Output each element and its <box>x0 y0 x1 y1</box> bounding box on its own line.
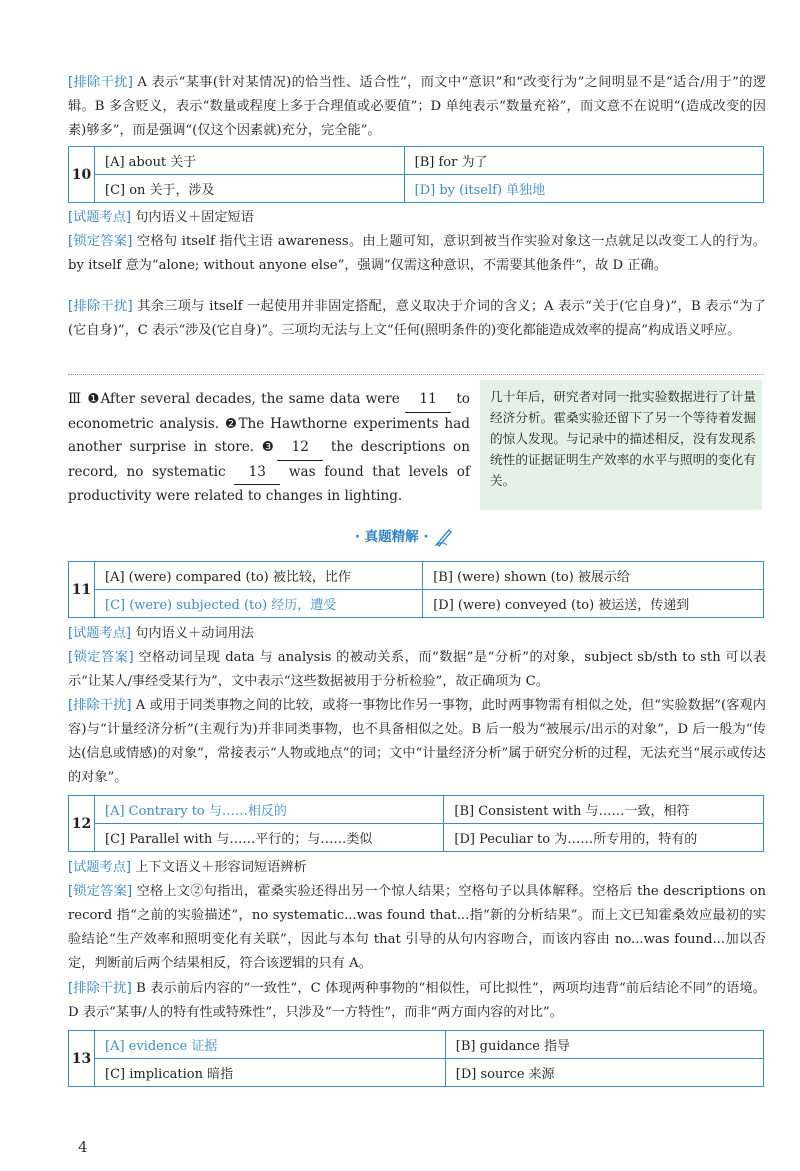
question-12-options <box>68 795 764 852</box>
tag-exclusion: [排除干扰] <box>68 698 132 713</box>
q12-exclusion <box>68 977 766 1025</box>
exclusion-text: A 表示“某事(针对某情况)的恰当性、适合性”，而文中“意识”和“改变行为”之间明显不是“适合/用于”的逻辑。B 多含贬义，表示“数量或程度上多于合理值或必要值”；D 单纯表示“数量充裕”，而文意不在说明“(造成改变的因素)够多”，而是强调“(仅这个因素就)充分，完全能”。 <box>68 75 766 138</box>
q12-point <box>68 856 766 880</box>
exclusion-text: A 或用于同类事物之间的比较，或将一事物比作另一事物，此时两事物需有相似之处，但“实验数据”(客观内容)与“计量经济分析”(主观行为)并非同类事物，也不具备相似之处。B 后一般为“被展示/出示的对象”，D 后一般为“传达(信息或情感)的对象”，常接表示“人物或地点”的词；文中“计量经济分析”属于研究分析的过程，无法充当“展示或传达的对象”。 <box>68 698 766 785</box>
point-text: 上下文语义＋形容词短语辨析 <box>131 860 307 875</box>
option-b[interactable]: [B] Consistent with 与……一致，相符 <box>444 796 764 824</box>
answer-text: 空格上文②句指出，霍桑实验还得出另一个惊人结果；空格句子以具体解释。空格后 the descriptions on record 指“之前的实验描述”，no systematic...was found that...指“新的分析结果”。而上文已知霍桑效应最初的实验结论“生产效率和照明变化有关联”，因此与本句 that 引导的从句内容吻合，而该内容由 no...was found...加以否定，判断前后两个结果相反，符合该逻辑的只有 A。 <box>68 884 767 971</box>
q10-point <box>68 206 766 230</box>
section-banner <box>330 524 480 550</box>
q11-exclusion <box>68 694 766 790</box>
pen-icon <box>433 526 455 548</box>
question-11-options <box>68 561 764 618</box>
paragraph-exclusion-top <box>68 71 766 143</box>
point-text: 句内语义＋固定短语 <box>131 210 254 225</box>
question-number: 12 <box>69 796 95 852</box>
tag-point: [试题考点] <box>68 860 132 875</box>
option-a[interactable]: [A] about 关于 <box>95 147 405 175</box>
question-13-options <box>68 1030 764 1087</box>
option-c-answer[interactable]: [C] (were) subjected (to) 经历，遭受 <box>95 590 423 618</box>
answer-text: 空格句 itself 指代主语 awareness。由上题可知，意识到被当作实验对象这一点就足以改变工人的行为。by itself 意为“alone; without anyone else”，强调“仅需这种意识，不需要其他条件”，故 D 正确。 <box>68 234 766 273</box>
sentence-mark-3: ❸ <box>261 439 278 455</box>
page-number: 4 <box>78 1138 88 1156</box>
blank-11: 11 <box>405 388 451 413</box>
sentence-3b: was found that levels of productivity were related to changes in lighting. <box>68 463 470 504</box>
translation-box: 几十年后，研究者对同一批实验数据进行了计量经济分析。霍桑实验还留下了另一个等待着发掘的惊人发现。与记录中的描述相反，没有发现系统性的证据证明生产效率的水平与照明的变化有关。 <box>480 380 762 510</box>
q11-answer <box>68 646 766 694</box>
option-c[interactable]: [C] implication 暗指 <box>95 1059 446 1087</box>
option-b[interactable]: [B] (were) shown (to) 被展示给 <box>423 562 764 590</box>
option-a-answer[interactable]: [A] evidence 证据 <box>95 1031 446 1059</box>
option-d[interactable]: [D] Peculiar to 为……所专用的，特有的 <box>444 824 764 852</box>
tag-exclusion: [排除干扰] <box>68 299 133 314</box>
question-number: 13 <box>69 1031 95 1087</box>
section-divider <box>68 374 764 375</box>
tag-exclusion: [排除干扰] <box>68 75 133 90</box>
sentence-mark-2: ❷ <box>224 415 239 432</box>
sentence-1b: to econometric analysis. <box>68 391 470 432</box>
tag-answer: [锁定答案] <box>68 234 133 249</box>
tag-point: [试题考点] <box>68 626 132 641</box>
q10-exclusion <box>68 295 766 343</box>
question-number: 10 <box>69 147 95 203</box>
option-b[interactable]: [B] for 为了 <box>404 147 763 175</box>
option-d[interactable]: [D] (were) conveyed (to) 被运送，传递到 <box>423 590 764 618</box>
tag-exclusion: [排除干扰] <box>68 981 132 996</box>
option-c[interactable]: [C] on 关于，涉及 <box>95 175 405 203</box>
answer-text: 空格动词呈现 data 与 analysis 的被动关系，而“数据”是“分析”的对象，subject sb/sth to sth 可以表示“让某人/事经受某行为”，文中表示“这些数据被用于分析检验”，故正确项为 C。 <box>68 650 767 689</box>
point-text: 句内语义＋动词用法 <box>131 626 254 641</box>
question-number: 11 <box>69 562 95 618</box>
blank-13: 13 <box>234 461 280 486</box>
section-numeral: Ⅲ <box>68 391 83 407</box>
q12-answer <box>68 880 766 976</box>
sentence-mark-1: ❶ <box>87 391 101 407</box>
q10-answer <box>68 230 766 278</box>
blank-12: 12 <box>277 436 323 461</box>
option-a-answer[interactable]: [A] Contrary to 与……相反的 <box>95 796 444 824</box>
exclusion-text: B 表示前后内容的“一致性”，C 体现两种事物的“相似性，可比拟性”，两项均违背“前后结论不同”的语境。D 表示“某事/人的特有性或特殊性”，只涉及“一方特性”，而非“两方面内容的对比”。 <box>68 981 766 1020</box>
banner-title: · 真题精解 · <box>354 529 429 545</box>
exclusion-text: 其余三项与 itself 一起使用并非固定搭配，意义取决于介词的含义；A 表示“关于(它自身)”，B 表示“为了(它自身)”，C 表示“涉及(它自身)”。三项均无法与上文“任何(照明条件的)变化都能造成效率的提高”构成语义呼应。 <box>68 299 766 338</box>
option-d-answer[interactable]: [D] by (itself) 单独地 <box>404 175 763 203</box>
passage-excerpt <box>68 388 470 509</box>
option-c[interactable]: [C] Parallel with 与……平行的；与……类似 <box>95 824 444 852</box>
sentence-3a: the descriptions on record, no systematic <box>68 439 470 480</box>
tag-answer: [锁定答案] <box>68 884 133 899</box>
tag-point: [试题考点] <box>68 210 132 225</box>
question-10-options <box>68 146 764 203</box>
sentence-1a: After several decades, the same data were <box>100 391 406 407</box>
sentence-2: The Hawthorne experiments had another surprise in store. <box>68 415 470 455</box>
option-a[interactable]: [A] (were) compared (to) 被比较，比作 <box>95 562 423 590</box>
tag-answer: [锁定答案] <box>68 650 134 665</box>
option-d[interactable]: [D] source 来源 <box>445 1059 763 1087</box>
option-b[interactable]: [B] guidance 指导 <box>445 1031 763 1059</box>
q11-point <box>68 622 766 646</box>
